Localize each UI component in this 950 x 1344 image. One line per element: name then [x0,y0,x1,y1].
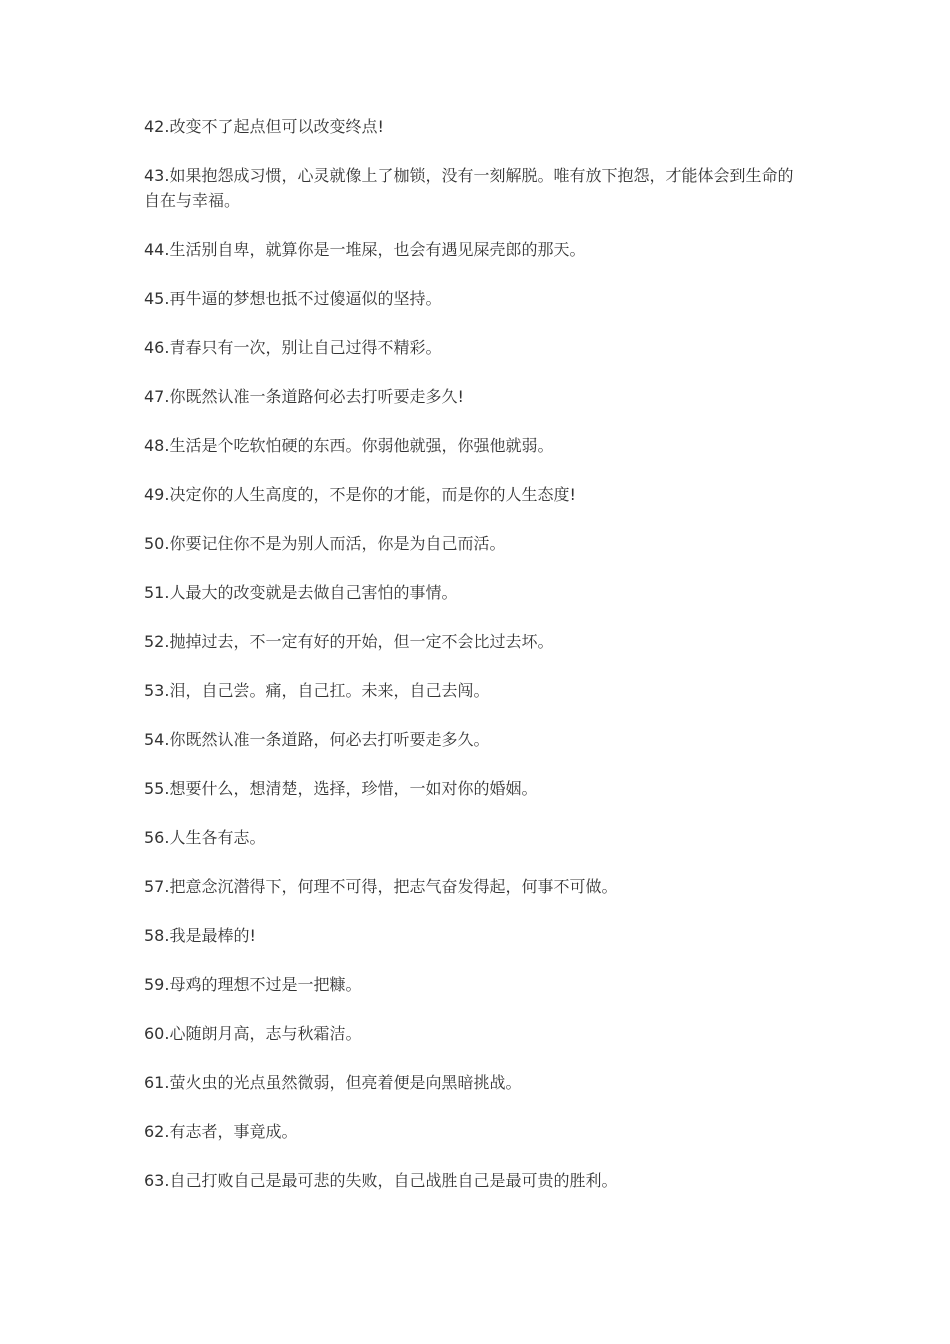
list-item: 61.萤火虫的光点虽然微弱，但亮着便是向黑暗挑战。 [144,1073,522,1092]
list-item: 45.再牛逼的梦想也抵不过傻逼似的坚持。 [144,289,442,308]
quote-list [144,114,809,1217]
list-item: 51.人最大的改变就是去做自己害怕的事情。 [144,583,458,602]
list-item: 46.青春只有一次，别让自己过得不精彩。 [144,338,442,357]
list-item: 50.你要记住你不是为别人而活，你是为自己而活。 [144,534,506,553]
list-item: 44.生活别自卑，就算你是一堆屎，也会有遇见屎壳郎的那天。 [144,240,586,259]
list-item: 54.你既然认准一条道路，何必去打听要走多久。 [144,730,490,749]
list-item: 58.我是最棒的! [144,926,256,945]
list-item: 57.把意念沉潜得下，何理不可得，把志气奋发得起，何事不可做。 [144,877,618,896]
list-item: 48.生活是个吃软怕硬的东西。你弱他就强，你强他就弱。 [144,436,554,455]
list-item: 53.泪，自己尝。痛，自己扛。未来，自己去闯。 [144,681,490,700]
list-item: 56.人生各有志。 [144,828,266,847]
list-item: 55.想要什么，想清楚，选择，珍惜，一如对你的婚姻。 [144,779,538,798]
list-item: 52.抛掉过去，不一定有好的开始，但一定不会比过去坏。 [144,632,554,651]
list-item: 42.改变不了起点但可以改变终点! [144,117,384,136]
list-item: 62.有志者，事竟成。 [144,1122,298,1141]
list-item: 47.你既然认准一条道路何必去打听要走多久! [144,387,464,406]
list-item: 63.自己打败自己是最可悲的失败，自己战胜自己是最可贵的胜利。 [144,1171,618,1190]
list-item: 59.母鸡的理想不过是一把糠。 [144,975,362,994]
list-item: 60.心随朗月高，志与秋霜洁。 [144,1024,362,1043]
list-item: 49.决定你的人生高度的，不是你的才能，而是你的人生态度! [144,485,576,504]
list-item: 43.如果抱怨成习惯，心灵就像上了枷锁，没有一刻解脱。唯有放下抱怨，才能体会到生命的自在与幸福。 [144,166,794,210]
